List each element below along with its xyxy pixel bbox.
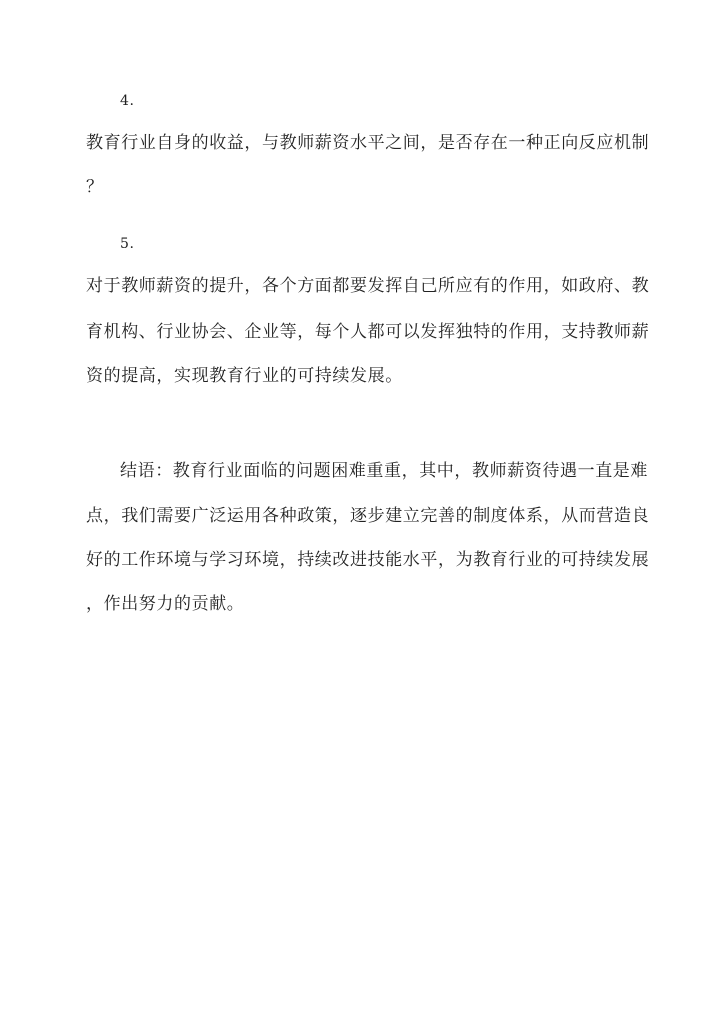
item-4-text-line-2: ？ (86, 177, 104, 197)
item-4-number: 4. (120, 93, 135, 109)
item-5-number: 5. (120, 236, 135, 252)
conclusion-line-1: 结语：教育行业面临的问题困难重重，其中，教师薪资待遇一直是难 (120, 461, 648, 481)
conclusion-line-3: 好的工作环境与学习环境，持续改进技能水平，为教育行业的可持续发展 (86, 550, 650, 570)
conclusion-line-2: 点，我们需要广泛运用各种政策，逐步建立完善的制度体系，从而营造良 (86, 506, 650, 526)
item-5-text-line-3: 资的提高，实现教育行业的可持续发展。 (86, 366, 403, 386)
item-5-text-line-2: 育机构、行业协会、企业等，每个人都可以发挥独特的作用，支持教师薪 (86, 322, 650, 342)
item-5-text-line-1: 对于教师薪资的提升，各个方面都要发挥自己所应有的作用，如政府、教 (86, 276, 650, 296)
conclusion-line-4: ，作出努力的贡献。 (86, 594, 245, 614)
item-4-text-line-1: 教育行业自身的收益，与教师薪资水平之间，是否存在一种正向反应机制 (86, 133, 650, 153)
